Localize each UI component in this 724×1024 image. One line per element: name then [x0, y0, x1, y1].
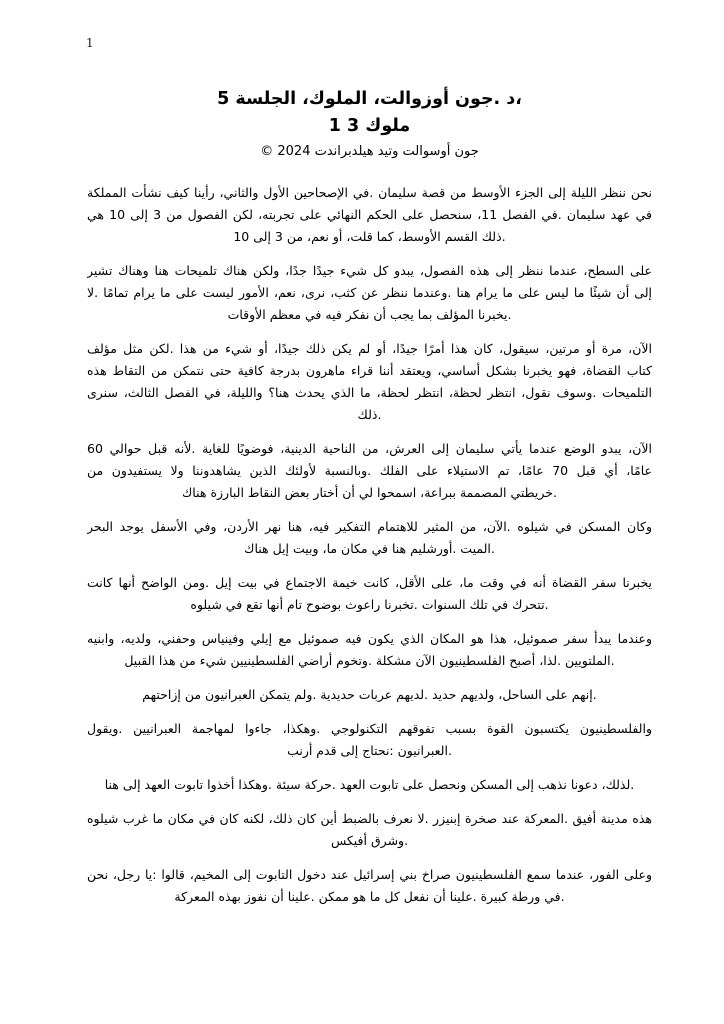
text-line: .الميت .أورشليم هنا في مكان ما، وبيت إيل هناك [244, 541, 495, 556]
paragraph [87, 516, 652, 560]
text-line: .وشرق أفيكس [330, 833, 409, 848]
text-line: .يخبرنا المؤلف بما يجب أن نفكر فيه في معظم الأوقات [227, 307, 512, 322]
text-line: وكان المسكن في شيلوه .الآن، من المثير للاهتمام التفكير فيه، هنا نهر الأردن، وفي الأسفل يوجد البحر [87, 519, 652, 534]
text-line: هذه مدينة أفيق .المعركة عند صخرة إبنيزر .لا نعرف بالضبط أين كان ذلك، لكنه كان في مكان ما غرب شيلوه [87, 811, 652, 826]
text-line: كتاب القضاة، فهو يخبرنا بشكل أساسي، ويعتقد أننا قراء ماهرون بدرجة كافية حتى نتمكن من التقاط هذه [87, 363, 652, 378]
title-line-2: ملوك 3 1 [328, 116, 411, 136]
text-line: يخبرنا سفر القضاة أنه في وقت ما، على الأقل، كانت خيمة الاجتماع في بيت إيل .ومن الواضح أنها كانت [87, 575, 652, 590]
title-line-1: ،د .جون أوزوالت، الملوك، الجلسة 5 [217, 89, 522, 109]
document-body [87, 182, 652, 908]
paragraph [87, 684, 652, 706]
text-line: .تتحرك في تلك السنوات .تخبرنا راعوث بوضوح تام أنها تقع في شيلوه [190, 597, 549, 612]
paragraph [87, 338, 652, 426]
text-line: والفلسطينيون يكتسبون القوة بسبب تفوقهم التكنولوجي .وهكذا، جاءوا لمهاجمة العبرانيين .ويقول [87, 721, 652, 736]
paragraph [87, 718, 652, 762]
text-line: .ذلك القسم الأوسط، كما قلت، أو نعم، من 3 إلى 10 [233, 229, 506, 244]
text-line: التلميحات .وسوف نقول، انتظر لحظة، انتظر لحظة، ما الذي يحدث هنا؟ والليلة، في الفصل الثالث، سنرى [87, 385, 652, 400]
text-line: .ذلك [357, 407, 382, 422]
paragraph [87, 260, 652, 326]
text-line: نحن ننظر الليلة إلى الجزء الأوسط من قصة سليمان .في الإصحاحين الأول والثاني، رأينا كيف نشأت المملكة [87, 185, 652, 200]
copyright-line: جون أوسوالت وتيد هيلدبراندت 2024 © [260, 144, 479, 159]
paragraph [87, 572, 652, 616]
text-line: عامًا، أي قبل 70 عامًا، تم الاستيلاء على الفلك .وبالنسبة لأولئك الذين يشاهدوننا ولا يستفيدون من [87, 463, 652, 478]
page-number: 1 [86, 36, 94, 50]
text-line: .إنهم على الساحل، ولديهم حديد .لديهم عربات حديدية .ولم يتمكن العبرانيون من إزاحتهم [142, 687, 597, 702]
paragraph [87, 864, 652, 908]
document-title [87, 86, 652, 140]
text-line: إلى أن شيئًا ما ليس على ما يرام هنا .وعندما ننظر عن كثب، نرى، نعم، الأمور ليست على ما يرام تمامًا .لا [87, 285, 652, 300]
text-line: .لذلك، دعونا نذهب إلى المسكن ونحصل على تابوت العهد .حركة سيئة .وهكذا أخذوا تابوت العهد إلى هنا [104, 777, 635, 792]
text-line: على السطح، عندما ننظر إلى هذه الفصول، يبدو كل شيء جيدًا جدًا، ولكن هناك تلميحات هنا وهناك تشير [87, 263, 652, 278]
text-line: في عهد سليمان .في الفصل 11، سنحصل على الحكم النهائي على تجربته، لكن الفصول من 3 إلى 10 هي [87, 207, 652, 222]
text-line: .العبرانيون :نحتاج إلى قدم أرنب [287, 743, 452, 758]
paragraph [87, 808, 652, 852]
paragraph [87, 774, 652, 796]
paragraph [87, 628, 652, 672]
text-line: الآن، يبدو الوضع عندما يأتي سليمان إلى العرش، من الناحية الدينية، فوضويًا للغاية .لأنه قبل حوالي 60 [87, 441, 652, 456]
text-line: وعندما يبدأ سفر صموئيل، هذا هو المكان الذي يكون فيه صموئيل مع إيلي وفينياس وحفني، ولديه، وابنيه [87, 631, 652, 646]
paragraph [87, 182, 652, 248]
text-line: .خريطتي المصممة ببراعة، اسمحوا لي أن أختار بعض النقاط البارزة هناك [182, 485, 557, 500]
text-line: الآن، مرة أو مرتين، سيقول، كان هذا أمرًا جيدًا، أو لم يكن ذلك جيدًا، أو شيء من هذا .لكن مثل مؤلف [87, 341, 652, 356]
paragraph [87, 438, 652, 504]
text-line: .الملتويين .لذا، أصبح الفلسطينيون الآن مشكلة .وتخوم أراضي الفلسطينيين شيء من هذا القبيل [124, 653, 615, 668]
text-line: وعلى الفور، عندما سمع الفلسطينيون صراخ بني إسرائيل عند دخول التابوت إلى المخيم، قالوا :يا رجل، نحن [87, 867, 652, 882]
text-line: .في ورطة كبيرة .علينا أن نفعل كل ما هو ممكن .علينا أن نفوز بهذه المعركة [174, 889, 565, 904]
